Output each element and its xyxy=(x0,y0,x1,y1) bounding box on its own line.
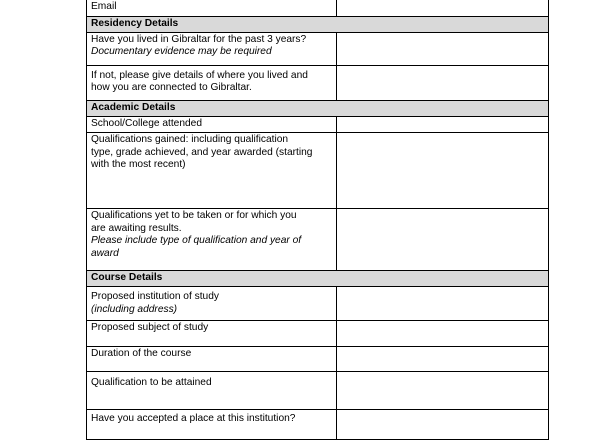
place-accepted-label: Have you accepted a place at this institution? xyxy=(91,413,296,425)
place-accepted-answer-cell[interactable] xyxy=(337,410,549,440)
email-label-cell xyxy=(87,0,337,16)
qualifications-gained-label-cell xyxy=(87,133,337,209)
email-row xyxy=(87,0,549,16)
institution-answer-cell[interactable] xyxy=(337,287,549,321)
subject-label: Proposed subject of study xyxy=(91,322,209,334)
application-form-table xyxy=(86,0,549,440)
institution-row xyxy=(87,287,549,321)
school-answer-cell[interactable] xyxy=(337,116,549,133)
email-label: Email xyxy=(91,1,117,12)
duration-answer-cell[interactable] xyxy=(337,347,549,372)
qualifications-pending-answer-cell[interactable] xyxy=(337,209,549,271)
qualifications-pending-line1: Qualifications yet to be taken or for which you xyxy=(91,210,297,222)
place-accepted-row xyxy=(87,410,549,440)
residency-section-header xyxy=(87,16,549,32)
residency-q2-answer-cell[interactable] xyxy=(337,65,549,100)
qualification-attained-label: Qualification to be attained xyxy=(91,377,212,389)
school-label-cell xyxy=(87,116,337,133)
residency-q1-label-cell xyxy=(87,32,337,65)
duration-label: Duration of the course xyxy=(91,348,192,360)
institution-note: (including address) xyxy=(91,303,178,315)
academic-section-header xyxy=(87,100,549,116)
place-accepted-label-cell xyxy=(87,410,337,440)
qualifications-pending-note1: Please include type of qualification and year of xyxy=(91,235,302,247)
course-section-header xyxy=(87,271,549,287)
residency-q2-text-line2: how you are connected to Gibraltar. xyxy=(91,82,252,94)
school-row xyxy=(87,116,549,133)
residency-q2-text-line1: If not, please give details of where you lived and xyxy=(91,69,308,81)
school-label: School/College attended xyxy=(91,117,203,129)
qualifications-pending-label-cell xyxy=(87,209,337,271)
duration-label-cell xyxy=(87,347,337,372)
qualifications-gained-answer-cell[interactable] xyxy=(337,133,549,209)
qualification-attained-row xyxy=(87,372,549,410)
qualifications-pending-row xyxy=(87,209,549,271)
institution-label-cell xyxy=(87,287,337,321)
residency-q1-answer-cell[interactable] xyxy=(337,32,549,65)
residency-heading: Residency Details xyxy=(87,16,549,32)
subject-label-cell xyxy=(87,321,337,347)
residency-q1-row xyxy=(87,32,549,65)
subject-row xyxy=(87,321,549,347)
residency-q2-row xyxy=(87,65,549,100)
email-input-cell[interactable] xyxy=(337,0,549,16)
qualifications-pending-line2: are awaiting results. xyxy=(91,222,182,234)
academic-heading: Academic Details xyxy=(87,100,549,116)
course-heading: Course Details xyxy=(87,271,549,287)
qualifications-gained-line3: with the most recent) xyxy=(91,159,186,171)
qualifications-gained-row xyxy=(87,133,549,209)
residency-q1-note: Documentary evidence may be required xyxy=(91,46,272,58)
residency-q2-label-cell xyxy=(87,65,337,100)
institution-label: Proposed institution of study xyxy=(91,291,219,303)
qualification-attained-label-cell xyxy=(87,372,337,410)
duration-row xyxy=(87,347,549,372)
qualifications-gained-line1: Qualifications gained: including qualification xyxy=(91,134,289,146)
residency-q1-text: Have you lived in Gibraltar for the past 3 years? xyxy=(91,33,307,45)
subject-answer-cell[interactable] xyxy=(337,321,549,347)
qualifications-gained-line2: type, grade achieved, and year awarded (starting xyxy=(91,146,313,158)
qualifications-pending-note2: award xyxy=(91,247,119,259)
qualification-attained-answer-cell[interactable] xyxy=(337,372,549,410)
